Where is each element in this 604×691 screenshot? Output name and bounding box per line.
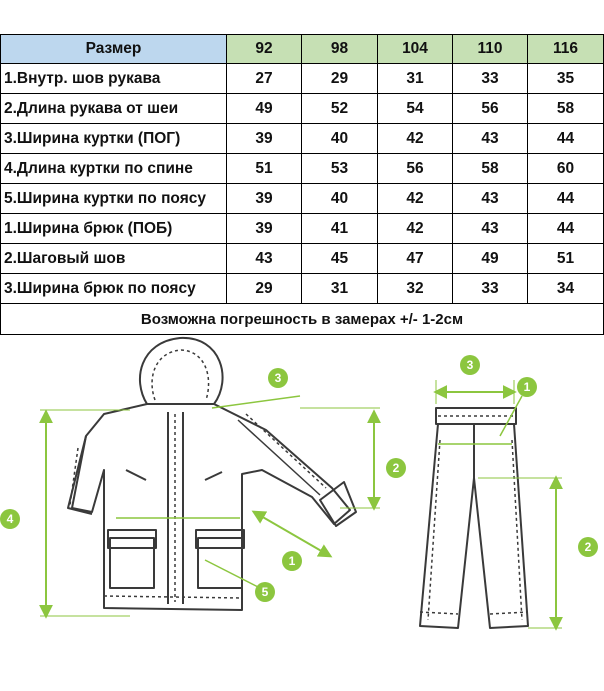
tolerance-note: Возможна погрешность в замерах +/- 1-2см: [1, 304, 604, 335]
marker-badge-1: [282, 551, 302, 571]
table-row: [1, 184, 604, 214]
size-table: [0, 34, 604, 335]
measurement-value: 40: [302, 184, 378, 214]
measurement-value: 33: [453, 274, 528, 304]
measurement-value: 43: [453, 184, 528, 214]
measurement-label: 1.Ширина брюк (ПОБ): [1, 214, 227, 244]
measurement-value: 29: [227, 274, 302, 304]
measurement-value: 32: [378, 274, 453, 304]
marker-badge-2: [386, 458, 406, 478]
pants-drawing: [420, 408, 528, 628]
pants-marker-badge-1: [517, 377, 537, 397]
marker-badge-5: [255, 582, 275, 602]
measurement-value: 43: [453, 214, 528, 244]
measurement-value: 40: [302, 124, 378, 154]
marker-badge-3: [268, 368, 288, 388]
size-header-cell: 92: [227, 35, 302, 64]
marker-label: 2: [584, 540, 592, 554]
measurement-value: 49: [227, 94, 302, 124]
measurement-value: 51: [528, 244, 604, 274]
measurement-value: 53: [302, 154, 378, 184]
measurement-value: 35: [528, 64, 604, 94]
measurement-value: 31: [302, 274, 378, 304]
measurement-value: 43: [227, 244, 302, 274]
measurement-value: 31: [378, 64, 453, 94]
measurement-label: 2.Длина рукава от шеи: [1, 94, 227, 124]
measurement-value: 52: [302, 94, 378, 124]
marker-label: 5: [261, 585, 269, 599]
measurement-value: 58: [453, 154, 528, 184]
marker-badge-4: [0, 509, 20, 529]
size-header-label: Размер: [1, 35, 227, 64]
measurement-value: 54: [378, 94, 453, 124]
measurement-value: 39: [227, 214, 302, 244]
measurement-value: 33: [453, 64, 528, 94]
size-header-cell: 98: [302, 35, 378, 64]
measurement-value: 60: [528, 154, 604, 184]
measurement-value: 27: [227, 64, 302, 94]
jacket-body: [72, 404, 350, 610]
marker-label: 3: [466, 358, 474, 372]
measurement-value: 44: [528, 214, 604, 244]
measurement-value: 44: [528, 124, 604, 154]
measurement-label: 1.Внутр. шов рукава: [1, 64, 227, 94]
table-row: [1, 64, 604, 94]
measurement-label: 3.Ширина куртки (ПОГ): [1, 124, 227, 154]
size-header-cell: 104: [378, 35, 453, 64]
pants-marker-badge-2: [578, 537, 598, 557]
table-row: [1, 124, 604, 154]
measurement-value: 45: [302, 244, 378, 274]
marker-label: 4: [6, 512, 14, 526]
measurement-value: 42: [378, 184, 453, 214]
marker-label: 1: [523, 380, 531, 394]
measurement-value: 42: [378, 124, 453, 154]
measurement-label: 4.Длина куртки по спине: [1, 154, 227, 184]
measurement-value: 56: [378, 154, 453, 184]
marker-label: 1: [288, 554, 296, 568]
size-header-cell: 116: [528, 35, 604, 64]
measurement-value: 41: [302, 214, 378, 244]
size-header-cell: 110: [453, 35, 528, 64]
measurement-value: 42: [378, 214, 453, 244]
measurement-label: 5.Ширина куртки по поясу: [1, 184, 227, 214]
table-row: [1, 244, 604, 274]
sleeve-seam-line: [254, 512, 330, 556]
measurement-value: 34: [528, 274, 604, 304]
measurement-value: 39: [227, 184, 302, 214]
jacket-hood: [140, 338, 223, 404]
measurement-value: 39: [227, 124, 302, 154]
jacket-sleeve-left: [68, 436, 92, 514]
measurement-diagram: [0, 332, 604, 691]
pants-marker-badge-3: [460, 355, 480, 375]
measurement-value: 56: [453, 94, 528, 124]
measurement-value: 29: [302, 64, 378, 94]
table-row: [1, 94, 604, 124]
note-row: [1, 304, 604, 335]
marker-label: 2: [392, 461, 400, 475]
measurement-value: 58: [528, 94, 604, 124]
table-row: [1, 154, 604, 184]
jacket-chest-line: [212, 396, 300, 408]
measurement-value: 44: [528, 184, 604, 214]
table-row: [1, 214, 604, 244]
jacket-drawing: [68, 338, 356, 610]
measurement-value: 51: [227, 154, 302, 184]
measurement-label: 3.Ширина брюк по поясу: [1, 274, 227, 304]
table-header-row: [1, 35, 604, 64]
marker-label: 3: [274, 371, 282, 385]
table-row: [1, 274, 604, 304]
pants-measurements: [436, 380, 562, 628]
measurement-label: 2.Шаговый шов: [1, 244, 227, 274]
measurement-value: 43: [453, 124, 528, 154]
measurement-value: 47: [378, 244, 453, 274]
measurement-value: 49: [453, 244, 528, 274]
